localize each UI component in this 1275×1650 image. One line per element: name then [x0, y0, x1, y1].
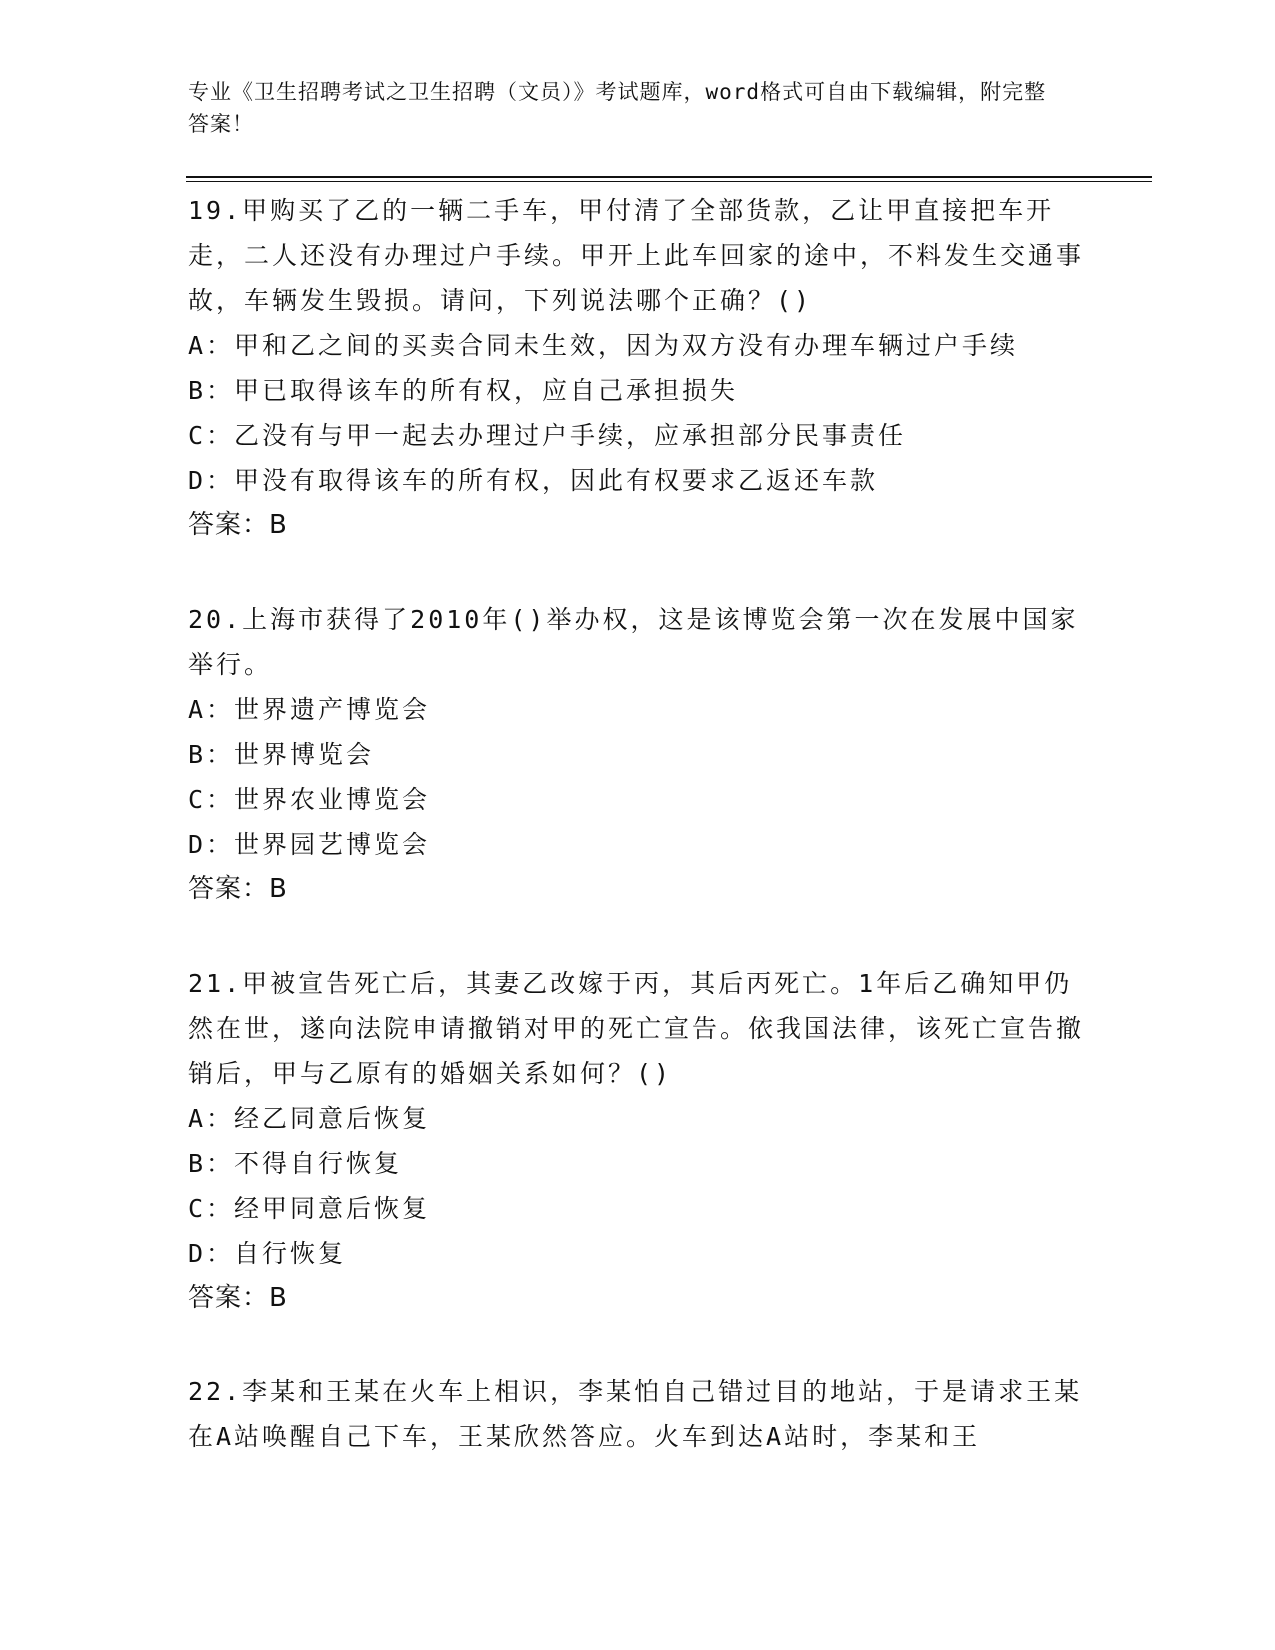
option-b: B：不得自行恢复: [188, 1149, 403, 1178]
option-a: A：经乙同意后恢复: [188, 1104, 431, 1133]
question-stem: 21.甲被宣告死亡后，其妻乙改嫁于丙，其后丙死亡。1年后乙确知甲仍然在世，遂向法院申请撤销对甲的死亡宣告。依我国法律，该死亡宣告撤销后，甲与乙原有的婚姻关系如何？(): [188, 969, 1085, 1088]
header-divider-thin: [186, 181, 1152, 182]
answer-label: 答案：B: [188, 1283, 288, 1313]
option-a: A：甲和乙之间的买卖合同未生效，因为双方没有办理车辆过户手续: [188, 331, 1019, 360]
question-22: [188, 1369, 1088, 1459]
option-d: D：自行恢复: [188, 1239, 347, 1268]
header-divider-thick: [186, 176, 1152, 178]
option-d: D：甲没有取得该车的所有权，因此有权要求乙返还车款: [188, 466, 879, 495]
question-stem: 22.李某和王某在火车上相识，李某怕自己错过目的地站，于是请求王某在A站唤醒自己下车，王某欣然答应。火车到达A站时，李某和王: [188, 1377, 1083, 1451]
option-c: C：世界农业博览会: [188, 785, 431, 814]
answer-label: 答案：B: [188, 874, 288, 904]
option-a: A：世界遗产博览会: [188, 695, 431, 724]
question-stem: 19.甲购买了乙的一辆二手车，甲付清了全部货款，乙让甲直接把车开走，二人还没有办理过户手续。甲开上此车回家的途中，不料发生交通事故，车辆发生毁损。请问，下列说法哪个正确？(): [188, 196, 1085, 315]
document-header: 专业《卫生招聘考试之卫生招聘（文员）》考试题库，word格式可自由下载编辑，附完整答案！: [188, 80, 1047, 136]
option-d: D：世界园艺博览会: [188, 830, 431, 859]
question-stem: 20.上海市获得了2010年()举办权，这是该博览会第一次在发展中国家举行。: [188, 605, 1079, 679]
answer-label: 答案：B: [188, 510, 288, 540]
option-c: C：经甲同意后恢复: [188, 1194, 431, 1223]
option-b: B：世界博览会: [188, 740, 375, 769]
question-20: [188, 597, 1088, 912]
option-c: C：乙没有与甲一起去办理过户手续，应承担部分民事责任: [188, 421, 907, 450]
option-b: B：甲已取得该车的所有权，应自己承担损失: [188, 376, 739, 405]
question-21: [188, 961, 1088, 1321]
question-19: [188, 188, 1088, 548]
